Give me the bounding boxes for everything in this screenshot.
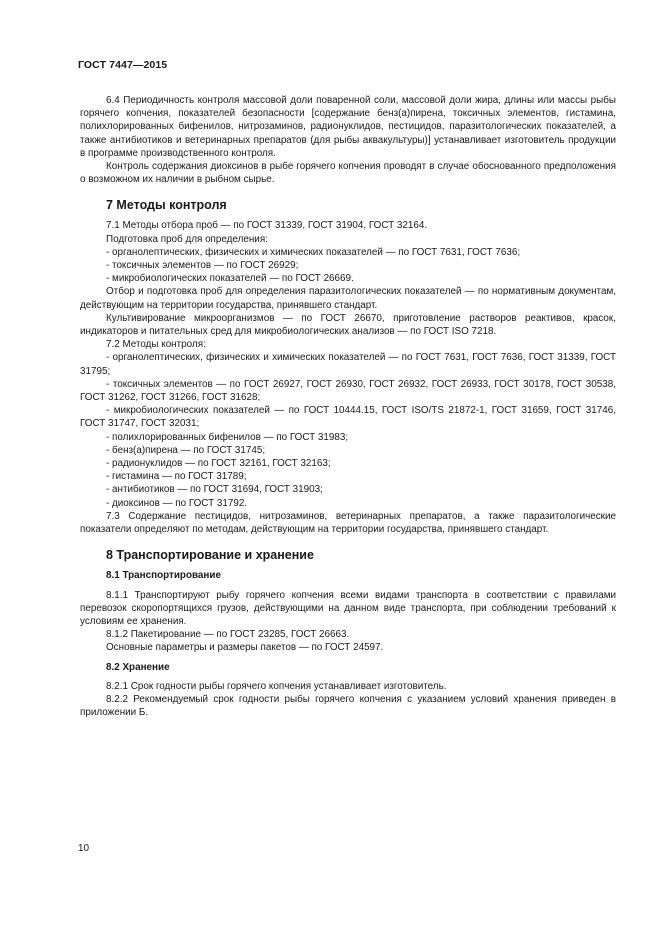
section-8-title: 8 Транспортирование и хранение: [106, 548, 314, 563]
paragraph-parasitology-sampling: Отбор и подготовка проб для определения паразитологических показателей — по нормативным документам, действующим на территории государства, принявшего стандарт.: [80, 286, 616, 311]
paragraph-dioxins: Контроль содержания диоксинов в рыбе горячего копчения проводят в случае обоснованного предположения о возможном их наличии в рыбном сырье.: [80, 161, 616, 186]
list-item: - микробиологических показателей — по ГОСТ 10444.15, ГОСТ ISO/TS 21872-1, ГОСТ 31659, ГОСТ 31746, ГОСТ 31747, ГОСТ 32031;: [80, 405, 616, 430]
list-item: - полихлорированных бифенилов — по ГОСТ 31983;: [106, 431, 349, 443]
paragraph-8-2-2: 8.2.2 Рекомендуемый срок годности рыбы горячего копчения с указанием условий хранения приведен в приложении Б.: [80, 693, 616, 719]
list-item: - бенз(а)пирена — по ГОСТ 31745;: [106, 444, 266, 456]
paragraph-8-2-1: 8.2.1 Срок годности рыбы горячего копчения устанавливает изготовитель.: [106, 680, 447, 692]
list-item: - микробиологических показателей — по ГОСТ 26669.: [106, 273, 354, 285]
list-item: - токсичных элементов — по ГОСТ 26927, ГОСТ 26930, ГОСТ 26932, ГОСТ 26933, ГОСТ 30178, ГОСТ 30538, ГОСТ 31262, ГОСТ 31266, ГОСТ 31628;: [80, 378, 616, 404]
subsection-8-2-title: 8.2 Хранение: [106, 661, 170, 673]
list-item: - гистамина — по ГОСТ 31789;: [106, 471, 247, 483]
list-item: - антибиотиков — по ГОСТ 31694, ГОСТ 31903;: [106, 484, 323, 496]
section-7-title: 7 Методы контроля: [106, 198, 227, 213]
paragraph-6-4: 6.4 Периодичность контроля массовой доли поваренной соли, массовой доли жира, длины или массы рыбы горячего копчения, показателей безопасности [содержание бенз(а)пирена, токсичных элементов, гистамина, полихлорированных бифенилов, нитрозаминов, радионуклидов, пестицидов, паразитологических показателей, а также антибиотиков и ветеринарных препаратов (для рыбы аквакультуры)] устанавливает изготовитель продукции в программе производственного контроля.: [80, 95, 616, 159]
document-body: [80, 94, 616, 719]
paragraph-cultivation: Культивирование микроорганизмов — по ГОСТ 26670, приготовление растворов реактивов, красок, индикаторов и питательных сред для микробиологических анализов — по ГОСТ ISO 7218.: [80, 312, 616, 338]
paragraph-pallet-params: Основные параметры и размеры пакетов — по ГОСТ 24597.: [106, 642, 384, 654]
list-item: - радионуклидов — по ГОСТ 32161, ГОСТ 32163;: [106, 458, 331, 470]
paragraph-8-1-1: 8.1.1 Транспортируют рыбу горячего копчения всеми видами транспорта в соответствии с правилами перевозок скоропортящихся грузов, действующими на данном виде транспорта, при соблюдении требований к условиям ее хранения.: [80, 589, 616, 627]
paragraph-sample-prep: Подготовка проб для определения:: [106, 233, 268, 245]
page-number: 10: [78, 843, 90, 854]
paragraph-7-1: 7.1 Методы отбора проб — по ГОСТ 31339, ГОСТ 31904, ГОСТ 32164.: [106, 220, 428, 232]
list-item: - органолептических, физических и химических показателей — по ГОСТ 7631, ГОСТ 7636, ГОСТ 31339, ГОСТ 31795;: [80, 352, 616, 377]
list-item: - диоксинов — по ГОСТ 31792.: [106, 497, 248, 509]
paragraph-7-2: 7.2 Методы контроля:: [106, 339, 206, 351]
list-item: - токсичных элементов — по ГОСТ 26929;: [106, 260, 299, 272]
paragraph-8-1-2: 8.1.2 Пакетирование — по ГОСТ 23285, ГОСТ 26663.: [106, 629, 350, 641]
document-code-header: ГОСТ 7447—2015: [78, 59, 168, 71]
paragraph-7-3: 7.3 Содержание пестицидов, нитрозаминов, ветеринарных препаратов, а также паразитологические показатели определяют по методам, действующим на территории государства, принявшего стандарт.: [80, 510, 616, 536]
subsection-8-1-title: 8.1 Транспортирование: [106, 570, 221, 582]
list-item: - органолептических, физических и химических показателей — по ГОСТ 7631, ГОСТ 7636;: [106, 246, 521, 258]
